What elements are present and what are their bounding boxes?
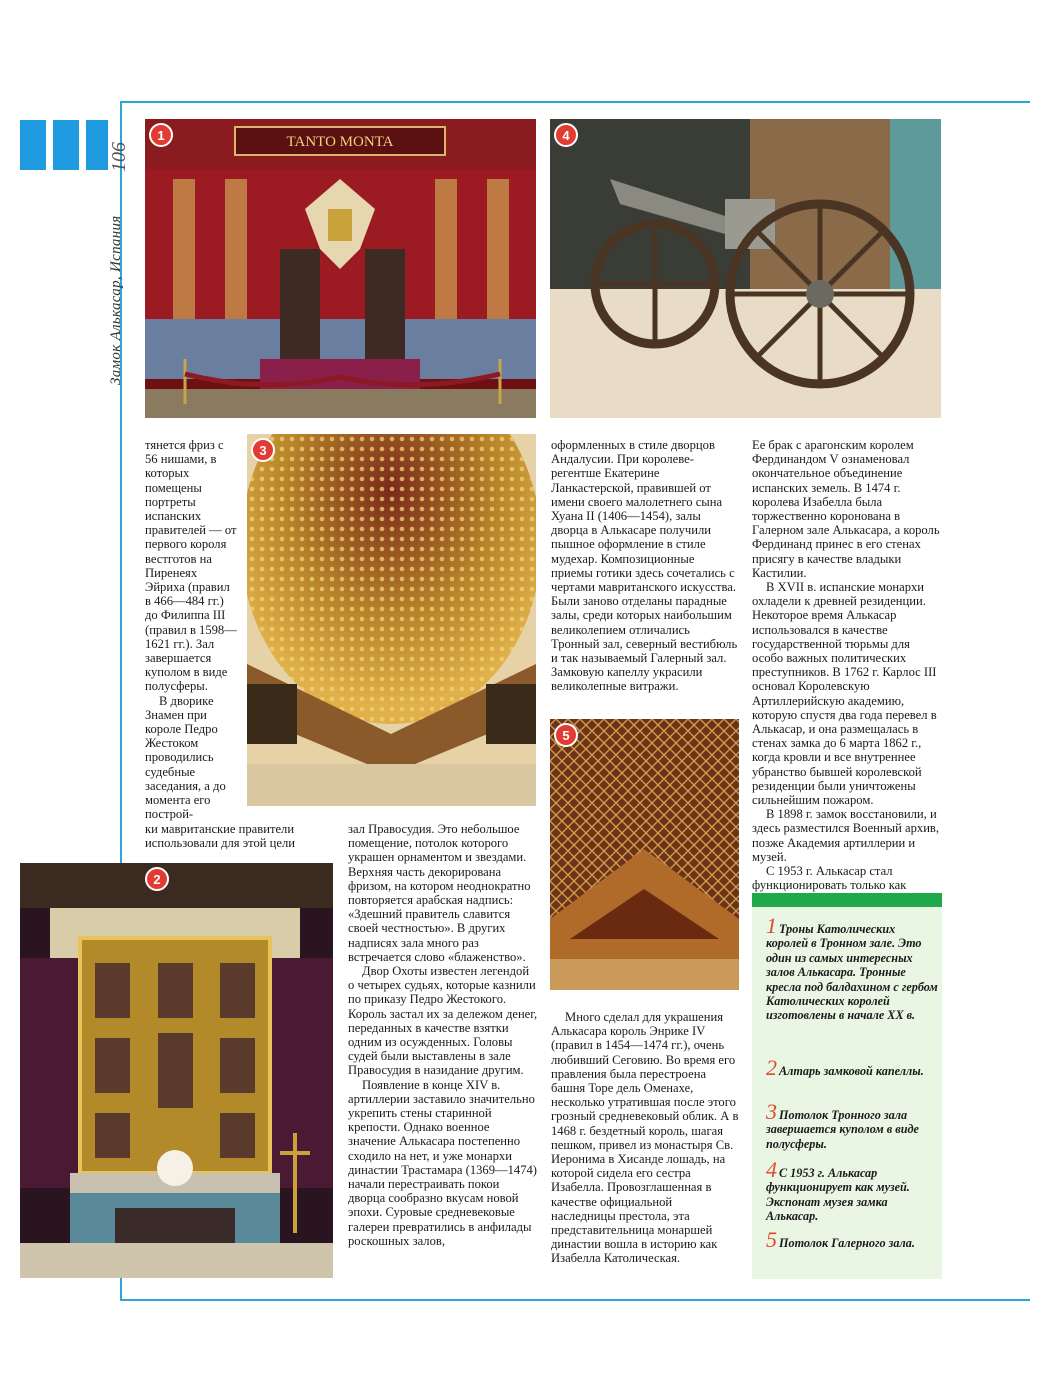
photo-number-badge: 2 <box>145 867 169 891</box>
paragraph: оформленных в стиле дворцов Андалусии. При королеве-регентше Екатерине Ланкастерской, правившей от имени своего малолетнего сына Хуана II (1406—1454), залы дворца в Алькасаре получили пышное оформление в стиле мудехар. Композиционные приемы готики здесь сочетались с чертами мавританского искусства. Были заново отделаны парадные залы, среди которых наибольшим великолепием отличались Тронный зал, северный вестибюль и так называемый Галерный зал. Замковую капеллу украсили великолепные витражи. <box>551 438 738 694</box>
photo-altar <box>20 863 333 1278</box>
caption-text: Алтарь замковой капеллы. <box>779 1064 924 1078</box>
paragraph: В XVII в. испанские монархи охладели к древней резиденции. Некоторое время Алькасар использовался в качестве государственной тюрьмы для особо важных политических преступников. В 1762 г. Карлос III основал Королевскую Артиллерийскую академию, которую спустя два года перевел в Алькасар, и она размещалась в стенах замка до 6 марта 1862 г., когда кровли и все внутреннее убранство бывшей королевской резиденции были уничтожены сильнейшим пожаром. <box>752 580 937 808</box>
caption-text: Троны Католических королей в Тронном зале. Это один из самых интересных залов Алькасара. Тронные кресла под балдахином с гербом Католических королей изготовлены в начале XX в. <box>766 922 938 1023</box>
caption-5 <box>766 1227 938 1252</box>
caption-number: 5 <box>766 1227 777 1252</box>
section-tab-1 <box>20 120 46 170</box>
paragraph: В 1898 г. замок восстановили, и здесь разместился Военный архив, позже Академия артиллерии и музей. <box>752 807 940 864</box>
paragraph: ки мавританские правители использовали для этой цели <box>145 822 295 851</box>
caption-number: 3 <box>766 1099 777 1124</box>
column3-top-text <box>551 438 739 694</box>
paragraph: Появление в конце XIV в. артиллерии заставило значительно укрепить стены старинной крепости. Однако военное значение Алькасара постепенно сходило на нет, и уже монархи династии Трастамара (1369—1474) начали перестраивать покои дворца сообразно вкусам новой эпохи. Суровые средневековые галереи превратились в анфилады роскошных залов, <box>348 1077 537 1248</box>
caption-number: 4 <box>766 1157 777 1182</box>
paragraph: С 1953 г. Алькасар стал функционировать только как <box>752 864 907 893</box>
column1-tail <box>145 822 323 850</box>
caption-4 <box>766 1157 938 1224</box>
caption-text: Потолок Тронного зала завершается куполом в виде полусферы. <box>766 1108 919 1151</box>
column2-text <box>348 822 538 1248</box>
caption-text: Потолок Галерного зала. <box>779 1236 915 1250</box>
caption-number: 2 <box>766 1055 777 1080</box>
section-tab-2 <box>53 120 79 170</box>
caption-2 <box>766 1055 938 1080</box>
caption-number: 1 <box>766 913 777 938</box>
photo-ceiling <box>550 719 739 990</box>
photo-throne-room <box>145 119 536 418</box>
column1-text <box>145 438 237 821</box>
photo-dome <box>247 434 536 806</box>
captions-panel <box>752 893 942 1279</box>
photo-number-badge: 5 <box>554 723 578 747</box>
paragraph: Двор Охоты известен легендой о четырех судьях, которые казнили по приказу Педро Жестокого. Король застал их за дележом денег, переданных в качестве взятки одним из осужденных. Головы судей были выставлены в зале Правосудия в назидание другим. <box>348 964 538 1078</box>
frame-top-line <box>120 101 1030 103</box>
frame-bottom-line <box>120 1299 1030 1301</box>
paragraph: Ее брак с арагонским королем Фердинандом V ознаменовал окончательное объединение испанских земель. В 1474 г. королева Изабелла была торжественно коронована в Галерном зале Алькасара, а король Фердинанд принес в его стенах присягу в качестве владыки Кастилии. <box>752 438 940 580</box>
photo-cannon <box>550 119 941 418</box>
paragraph: тянется фриз с 56 нишами, в которых помещены портреты испанских правителей — от первого короля вестготов на Пиренеях Эйриха (правил в 466—484 гг.) до Филиппа III (правил в 1598—1621 гг.). Зал завершается куполом в виде полусферы. <box>145 438 237 694</box>
paragraph: зал Правосудия. Это небольшое помещение, потолок которого украшен орнаментом и звездами. Верхняя часть декорирована фризом, на котором неоднократно повторяется арабская надпись: «Здешний правитель славится своей честностью». В других надписях зала много раз встречается слово «блаженство». <box>348 822 531 964</box>
caption-3 <box>766 1099 938 1151</box>
captions-header-bar <box>752 893 942 907</box>
paragraph: В дворике Знамен при короле Педро Жестоком проводились судебные заседания, а до момента его построй- <box>145 693 226 822</box>
photo-number-badge: 3 <box>251 438 275 462</box>
column4-text <box>752 438 942 907</box>
banner-text: TANTO MONTA <box>286 134 394 150</box>
caption-1 <box>766 913 938 1023</box>
section-tab-3 <box>86 120 108 170</box>
caption-text: С 1953 г. Алькасар функционирует как музей. Экспонат музея замка Алькасар. <box>766 1166 910 1224</box>
paragraph: Много сделал для украшения Алькасара король Энрике IV (правил в 1454—1474 гг.), очень любивший Сеговию. Во время его правления была перестроена башня Торе дель Оменахе, несколько утратившая после этого грозный средневековый облик. А в 1468 г. бездетный король, шагая пешком, привел из монастыря Св. Иеронима в Хисанде лошадь, на которой сидела его сестра Изабелла. Провозглашенная в качестве официальной наследницы престола, эта представительница монаршей династии вошла в историю как Изабелла Католическая. <box>551 1010 739 1266</box>
photo-number-badge: 4 <box>554 123 578 147</box>
column3-bottom-text <box>551 1010 739 1266</box>
page-number: 106 <box>108 142 130 172</box>
photo-number-badge: 1 <box>149 123 173 147</box>
running-title: Замок Алькасар, Испания <box>108 215 124 385</box>
